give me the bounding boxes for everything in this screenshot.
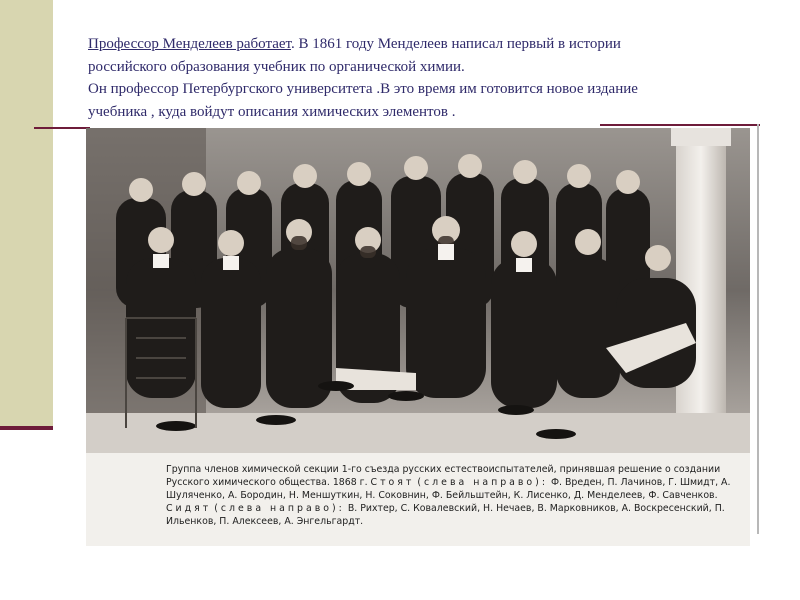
title-rule-right [600, 124, 760, 126]
text-line-1: Профессор Менделеев работает. В 1861 году Менделеев написал первый в истории [88, 36, 621, 52]
text-line-2: российского образования учебник по органической химии. [88, 58, 465, 75]
caption-stand-word: Стоят [370, 477, 415, 488]
group-photograph [86, 128, 750, 546]
photo-caption: Группа членов химической секции 1-го съезда русских естествоиспытателей, принявшая решение о создании Русского химического общества. 1868 г. Стоят (слева направо): Ф. Вреден, П. Лачинов, Г. Шмидт, А. Шуляченко, А. Бородин, Н. Меншуткин, Н. Соковнин, Ф. Бейльштейн, К. Лисенко, Д. Менделеев, Ф. Савченков. Сидят (слева направо): В. Рихтер, С. Ковалевский, Н. Нечаев, В. Марковников, А. Воскресенский, П. Ильенков, П. Алексеев, А. Энгельгардт. [86, 453, 750, 546]
vertical-rule [757, 124, 759, 534]
slide-text [88, 33, 758, 123]
underlined-phrase: Профессор Менделеев работает [88, 36, 291, 52]
text-line-4: учебника , куда войдут описания химических элементов . [88, 103, 456, 120]
title-rule-left [34, 127, 90, 129]
photo-image [86, 128, 750, 453]
side-band [0, 0, 53, 428]
caption-sit-word: Сидят [166, 503, 212, 514]
side-accent-line [0, 426, 53, 430]
text-line-3: Он профессор Петербургского университета .В это время им готовится новое издание [88, 81, 638, 97]
